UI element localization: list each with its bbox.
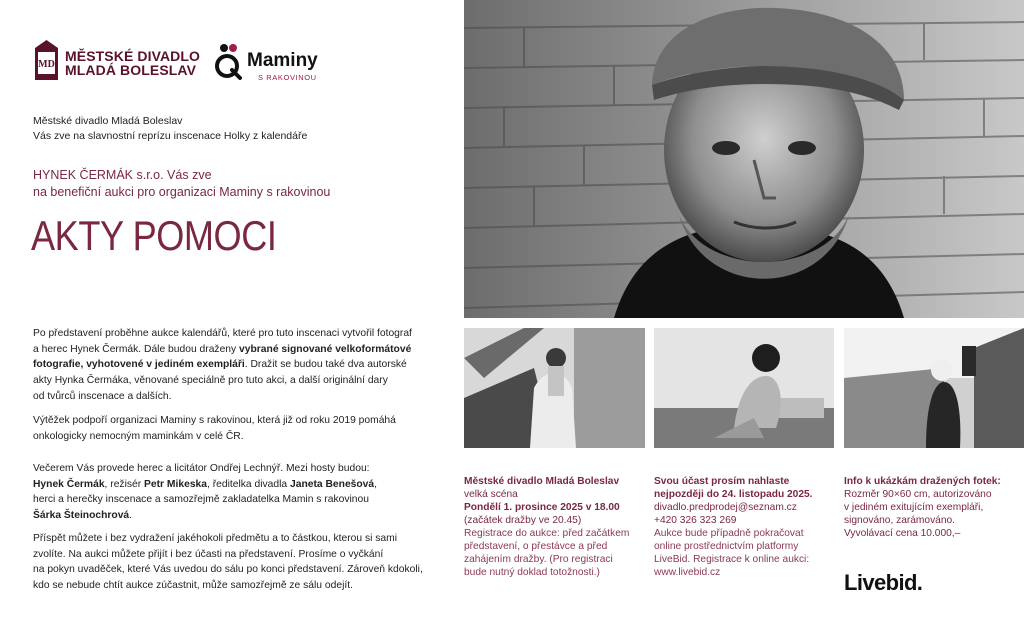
portrait-image bbox=[464, 0, 1024, 318]
auction-start: (začátek dražby ve 20.45) bbox=[464, 515, 582, 526]
paragraph-line: Hynek Čermák, režisér Petr Mikeska, ředitelka divadla Janeta Benešová, bbox=[33, 478, 378, 490]
maminy-emblem-icon bbox=[214, 42, 242, 82]
livebid-logo: Livebid. bbox=[844, 570, 923, 595]
paragraph-line: fotografie, vyhotovené v jediném exempláři. Dražit se budou také dva autorské bbox=[33, 359, 407, 371]
starting-price: Vyvolávací cena 10.000,– bbox=[844, 528, 961, 539]
paragraph-line: na pokyn uvaděček, které Vás uvedou do sálu po konci představení. Zároveň kdokoli, bbox=[33, 564, 423, 576]
event-title: AKTY POMOCI bbox=[31, 212, 277, 259]
paragraph-charity bbox=[33, 413, 453, 444]
sample-photo-2 bbox=[654, 328, 834, 448]
paragraph-line: Po představení proběhne aukce kalendářů, které pro tuto inscenaci vytvořil fotograf bbox=[33, 328, 412, 339]
registration-note-line: představení, o přestávce a před bbox=[464, 541, 608, 552]
sample-photo-1 bbox=[464, 328, 645, 448]
paragraph-auction bbox=[33, 326, 453, 405]
theatre-logo-line1: MĚSTSKÉ DIVADLO bbox=[65, 48, 201, 64]
paragraph-line: a herec Hynek Čermák. Dále budou draženy vybrané signované velkoformátové bbox=[33, 343, 412, 355]
paragraph-line: zvolíte. Na aukci můžete přijít i bez účasti na představení. Prosíme o vyčkání bbox=[33, 548, 384, 560]
invitation-line2: Vás zve na slavnostní reprízu inscenace Holky z kalendáře bbox=[33, 130, 308, 142]
theatre-logo-line2: MLADÁ BOLESLAV bbox=[65, 62, 197, 78]
theatre-logo-text bbox=[65, 49, 200, 77]
invitation-text bbox=[33, 114, 307, 144]
event-date: Pondělí 1. prosince 2025 v 18.00 bbox=[464, 502, 620, 513]
venue-column bbox=[464, 475, 644, 579]
registration-note-line: zahájením dražby. (Pro registraci bbox=[464, 554, 613, 565]
paragraph-line: od tvůrců inscenace a dalších. bbox=[33, 390, 172, 402]
paragraph-line: kdo se nebude chtít aukce zúčastnit, může samozřejmě ze sálu odejít. bbox=[33, 580, 353, 592]
paragraph-contribution bbox=[33, 531, 453, 594]
theatre-emblem-letters: MD bbox=[38, 59, 55, 70]
theatre-logo bbox=[33, 40, 203, 84]
paragraph-line: akty Hynka Čermáka, věnované speciálně pro tuto akci, a další originální dary bbox=[33, 375, 388, 387]
online-auction-note-line: LiveBid. Registrace k online aukci: bbox=[654, 554, 810, 565]
info-heading: Info k ukázkám dražených fotek: bbox=[844, 476, 1001, 487]
online-auction-note-line: Aukce bude případně pokračovat bbox=[654, 528, 804, 539]
online-auction-note-line: online prostřednictvím platformy bbox=[654, 541, 799, 552]
info-line: signováno, zarámováno. bbox=[844, 515, 955, 526]
registration-column bbox=[654, 475, 834, 579]
venue-heading: Městské divadlo Mladá Boleslav bbox=[464, 476, 620, 487]
organizer-line1: HYNEK ČERMÁK s.r.o. Vás zve bbox=[33, 168, 212, 182]
organizer-text bbox=[33, 167, 330, 201]
paragraph-line: Příspět můžete i bez vydražení jakéhokoli předmětu a to částkou, kterou si sami bbox=[33, 533, 397, 544]
theatre-emblem-icon bbox=[33, 40, 60, 80]
contact-phone[interactable]: +420 326 323 269 bbox=[654, 515, 737, 526]
venue-hall: velká scéna bbox=[464, 489, 518, 500]
portrait-photo bbox=[464, 0, 1024, 318]
info-line: Rozměr 90×60 cm, autorizováno bbox=[844, 489, 992, 500]
registration-heading-line2: nejpozději do 24. listopadu 2025. bbox=[654, 489, 813, 500]
info-line: v jediném exitujícím exempláři, bbox=[844, 502, 984, 513]
paragraph-line: herci a herečky inscenace a samozřejmě zakladatelka Mamin s rakovinou bbox=[33, 494, 369, 506]
paragraph-line: Šárka Šteinochrová. bbox=[33, 510, 133, 522]
invitation-line1: Městské divadlo Mladá Boleslav bbox=[33, 115, 183, 127]
sample-image-2 bbox=[654, 328, 834, 448]
sample-photo-3 bbox=[844, 328, 1024, 448]
livebid-link[interactable]: www.livebid.cz bbox=[654, 567, 721, 578]
paragraph-guests bbox=[33, 461, 453, 524]
paragraph-line: Večerem Vás provede herec a licitátor Ondřej Lechnýř. Mezi hosty budou: bbox=[33, 463, 370, 474]
paragraph-line: Výtěžek podpoří organizaci Maminy s rakovinou, která již od roku 2019 pomáhá bbox=[33, 415, 396, 426]
registration-note-line: bude nutný doklad totožnosti.) bbox=[464, 567, 600, 578]
contact-email-link[interactable]: divadlo.predprodej@seznam.cz bbox=[654, 502, 797, 513]
maminy-logo-subtitle: S RAKOVINOU bbox=[258, 73, 317, 82]
sample-image-1 bbox=[464, 328, 645, 448]
maminy-logo-name: Maminy bbox=[247, 50, 318, 71]
sample-image-3 bbox=[844, 328, 1024, 448]
registration-note-line: Registrace do aukce: před začátkem bbox=[464, 528, 630, 539]
registration-heading-line1: Svou účast prosím nahlaste bbox=[654, 476, 790, 487]
organizer-line2: na benefiční aukci pro organizaci Maminy s rakovinou bbox=[33, 185, 331, 199]
maminy-logo bbox=[214, 42, 344, 86]
paragraph-line: onkologicky nemocným maminkám v celé ČR. bbox=[33, 430, 244, 442]
info-column bbox=[844, 475, 1024, 540]
